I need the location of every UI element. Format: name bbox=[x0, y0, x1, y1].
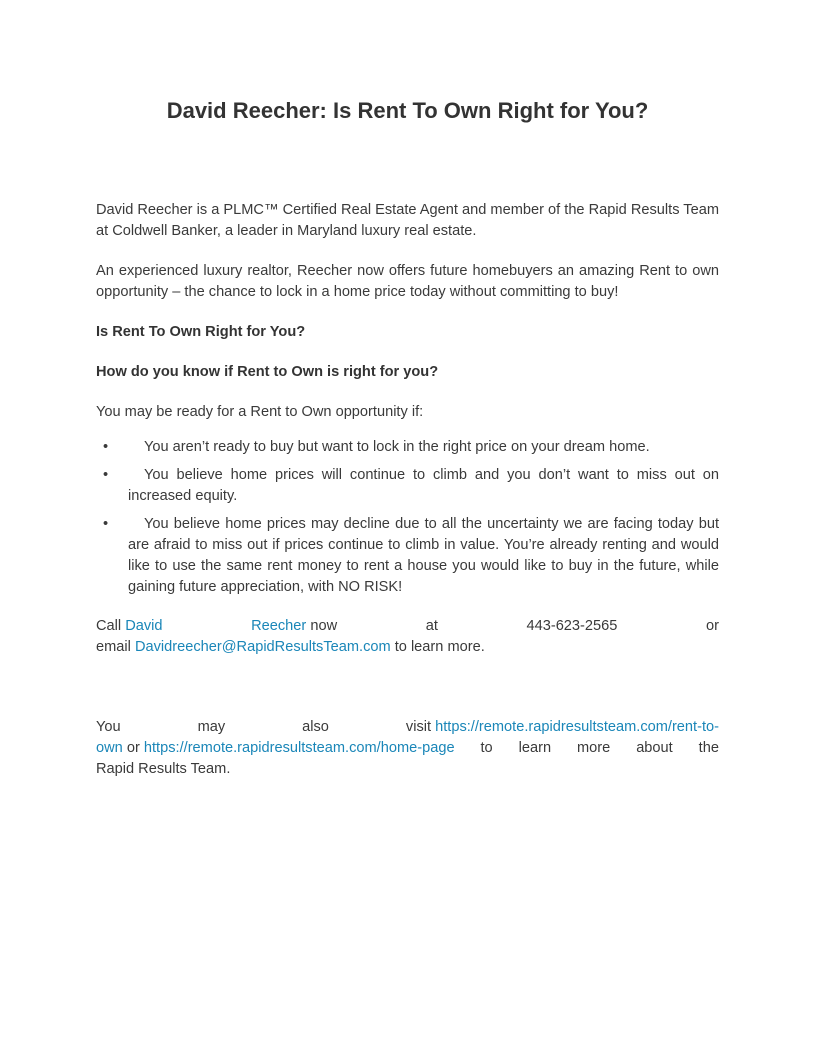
rent-to-own-link-part-2[interactable]: own bbox=[96, 740, 123, 756]
visit-line-2 bbox=[96, 738, 719, 759]
visit-tail-learn: learn bbox=[518, 740, 552, 756]
visit-word-you: You bbox=[96, 719, 121, 735]
section-heading-how-do-you-know: How do you know if Rent to Own is right for you? bbox=[96, 364, 439, 380]
visit-line-1 bbox=[96, 717, 719, 738]
visit-word-also: also bbox=[302, 719, 329, 735]
home-page-link[interactable]: https://remote.rapidresultsteam.com/home-page bbox=[143, 740, 455, 756]
spacer bbox=[96, 677, 719, 717]
contact-line-2 bbox=[96, 637, 719, 658]
learn-more-text: to learn more. bbox=[394, 639, 485, 655]
agent-name-link-first[interactable]: David bbox=[125, 618, 163, 634]
section-heading-rent-to-own: Is Rent To Own Right for You? bbox=[96, 324, 306, 340]
visit-word: visit bbox=[405, 719, 432, 735]
or-word: or bbox=[705, 618, 719, 634]
at-word: at bbox=[425, 618, 438, 634]
visit-line-3: Rapid Results Team. bbox=[96, 761, 231, 777]
list-item-text: You believe home prices will continue to climb and you don’t want to miss out on increased equity. bbox=[128, 467, 719, 504]
now-word: now bbox=[310, 618, 338, 634]
email-link[interactable]: Davidreecher@RapidResultsTeam.com bbox=[134, 639, 391, 655]
visit-tail-to: to bbox=[480, 740, 493, 756]
intro-paragraph-1: David Reecher is a PLMC™ Certified Real Estate Agent and member of the Rapid Results Team at Coldwell Banker, a leader in Maryland luxury real estate. bbox=[96, 202, 719, 239]
bullet-icon: • bbox=[103, 516, 109, 532]
contact-paragraph bbox=[96, 616, 719, 658]
document-title: David Reecher: Is Rent To Own Right for You? bbox=[166, 98, 649, 123]
rent-to-own-link-part-1[interactable]: https://remote.rapidresultsteam.com/rent-to- bbox=[435, 719, 719, 735]
contact-line-1 bbox=[96, 616, 719, 637]
list-item bbox=[96, 465, 719, 507]
visit-tail-about: about bbox=[636, 740, 673, 756]
list-item-text: You believe home prices may decline due to all the uncertainty we are facing today but are afraid to miss out if prices continue to climb in value. You’re already renting and would like to use the same rent money to rent a house you would like to buy in the future, while gaining future appreciation, with NO RISK! bbox=[128, 516, 719, 595]
agent-name-link-last[interactable]: Reecher bbox=[251, 618, 307, 634]
list-item bbox=[96, 437, 719, 458]
phone-number: 443-623-2565 bbox=[526, 618, 618, 634]
call-word: Call bbox=[96, 618, 122, 634]
visit-word-may: may bbox=[197, 719, 226, 735]
visit-tail-more: more bbox=[577, 740, 611, 756]
bullet-icon: • bbox=[103, 467, 109, 483]
list-item-text: You aren’t ready to buy but want to lock in the right price on your dream home. bbox=[144, 439, 650, 455]
criteria-list bbox=[96, 437, 719, 598]
document-body bbox=[96, 200, 719, 780]
visit-tail-the: the bbox=[698, 740, 719, 756]
visit-paragraph bbox=[96, 717, 719, 780]
intro-paragraph-2: An experienced luxury realtor, Reecher now offers future homebuyers an amazing Rent to own opportunity – the chance to lock in a home price today without committing to buy! bbox=[96, 263, 719, 300]
visit-or-word: or bbox=[126, 740, 140, 756]
ready-intro: You may be ready for a Rent to Own opportunity if: bbox=[96, 404, 424, 420]
bullet-icon: • bbox=[103, 439, 109, 455]
email-word: email bbox=[96, 639, 131, 655]
list-item bbox=[96, 514, 719, 598]
